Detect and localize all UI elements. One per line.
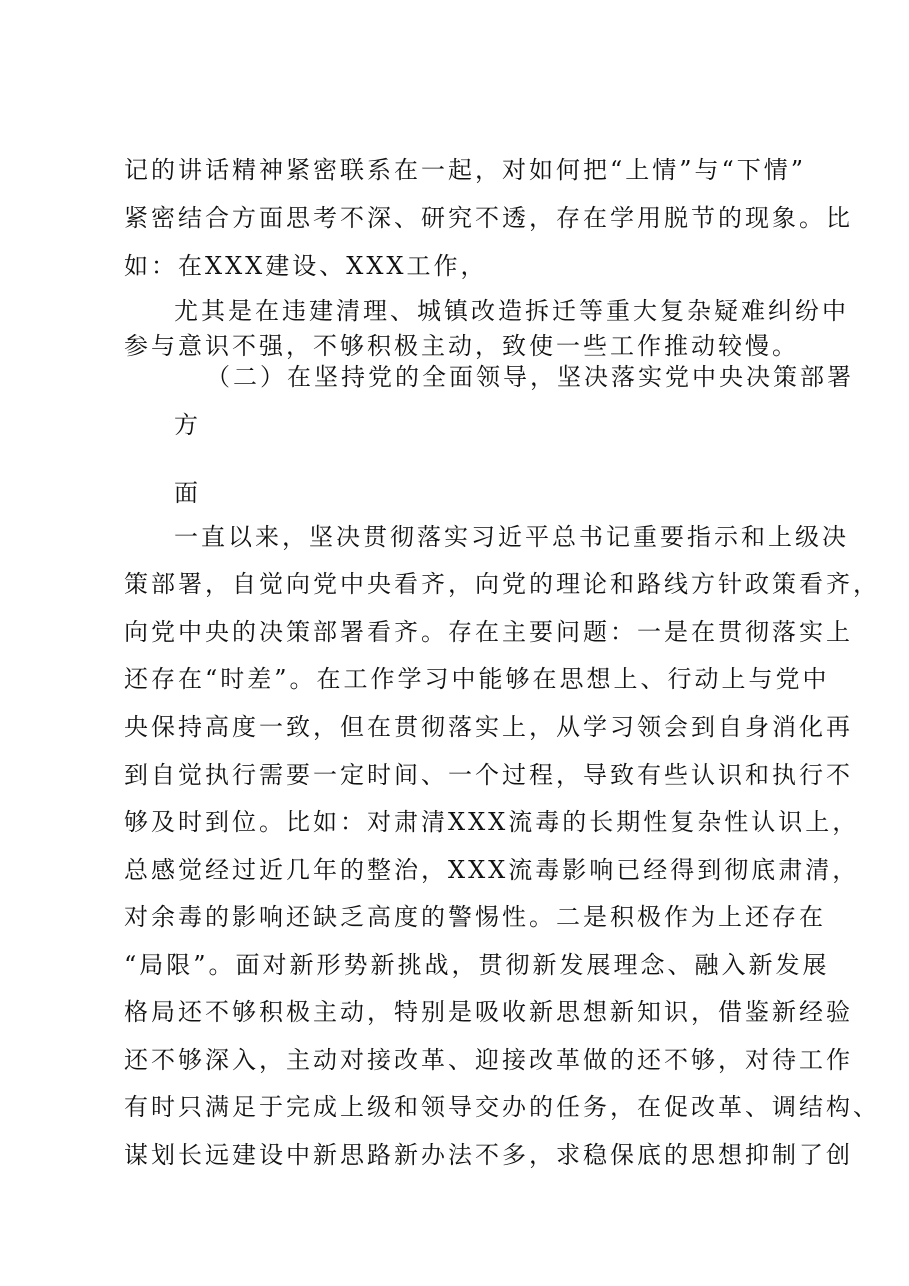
text-line-8: 向党中央的决策部署看齐。存在主要问题：一是在贯彻落实上 xyxy=(124,618,853,646)
text-line-19: 谋划长远建设中新思路新办法不多，求稳保底的思想抑制了创 xyxy=(124,1141,853,1169)
text-line-3: 如：在XXX建设、XXX工作， xyxy=(124,252,488,280)
text-line-14: 对余毒的影响还缺乏高度的警惕性。二是积极作为上还存在 xyxy=(124,903,826,931)
text-line-17: 还不够深入，主动对接改革、迎接改革做的还不够，对待工作 xyxy=(124,1046,853,1074)
text-line-18: 有时只满足于完成上级和领导交办的任务，在促改革、调结构、 xyxy=(124,1093,880,1121)
text-line-11: 到自觉执行需要一定时间、一个过程，导致有些认识和执行不 xyxy=(124,761,853,789)
text-line-13: 总感觉经过近几年的整治，XXX流毒影响已经得到彻底肃清， xyxy=(124,856,860,884)
text-line-1: 记的讲话精神紧密联系在一起，对如何把“上情”与“下情” xyxy=(124,156,807,184)
text-line-10: 央保持高度一致，但在贯彻落实上，从学习领会到自身消化再 xyxy=(124,713,853,741)
text-line-2: 紧密结合方面思考不深、研究不透，存在学用脱节的现象。比 xyxy=(124,204,853,232)
text-line-9: 还存在“时差”。在工作学习中能够在思想上、行动上与党中 xyxy=(124,665,830,693)
text-line-12: 够及时到位。比如：对肃清XXX流毒的长期性复杂性认识上， xyxy=(124,808,860,836)
section-heading: （二）在坚持党的全面领导，坚决落实党中央决策部署 xyxy=(206,363,854,391)
text-line-7: 策部署，自觉向党中央看齐，向党的理论和路线方针政策看齐， xyxy=(124,570,880,598)
text-line-5: 参与意识不强，不够积极主动，致使一些工作推动较慢。 xyxy=(124,332,799,360)
text-line-6: 一直以来，坚决贯彻落实习近平总书记重要指示和上级决 xyxy=(174,523,849,551)
section-heading-char-1: 方 xyxy=(174,411,201,439)
text-line-15: “局限”。面对新形势新挑战，贯彻新发展理念、融入新发展 xyxy=(124,951,830,979)
text-line-4: 尤其是在违建清理、城镇改造拆迁等重大复杂疑难纠纷中 xyxy=(174,297,849,325)
section-heading-char-2: 面 xyxy=(174,479,201,507)
text-line-16: 格局还不够积极主动，特别是吸收新思想新知识，借鉴新经验 xyxy=(124,998,853,1026)
